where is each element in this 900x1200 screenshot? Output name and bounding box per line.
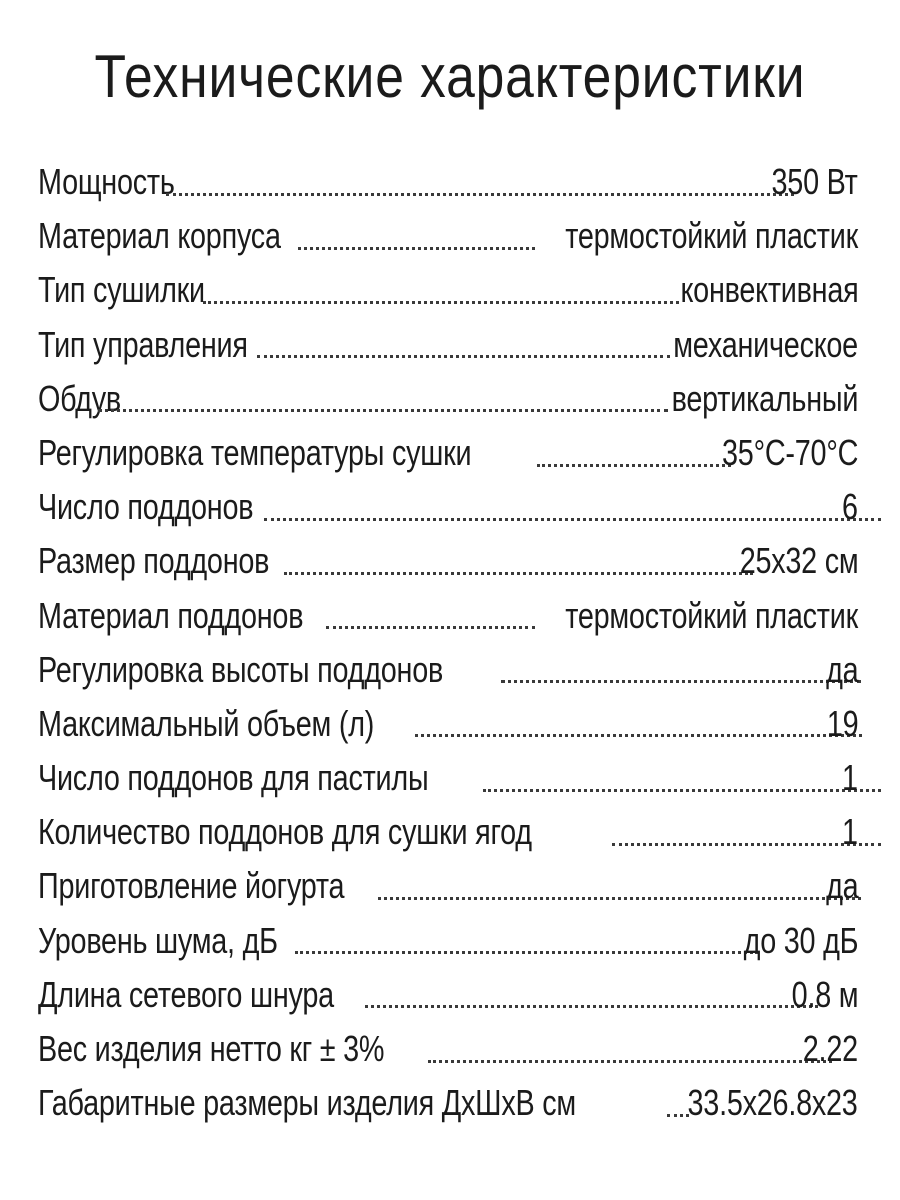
spec-row-max-volume <box>38 697 858 751</box>
spec-value: конвективная <box>680 269 858 311</box>
spec-row-tray-size <box>38 534 858 588</box>
dot-leader <box>483 789 882 792</box>
spec-label: Обдув <box>38 377 121 419</box>
spec-row-cord-length <box>38 968 858 1022</box>
spec-value: 0.8 м <box>791 973 858 1015</box>
spec-row-temperature <box>38 426 858 480</box>
dot-leader <box>428 1060 833 1063</box>
dot-leader <box>501 680 861 683</box>
spec-label: Число поддонов для пастилы <box>38 757 429 799</box>
spec-row-body-material <box>38 209 858 263</box>
spec-label: Тип сушилки <box>38 269 205 311</box>
spec-value: 2.22 <box>802 1028 858 1069</box>
spec-value: 1 <box>842 757 858 799</box>
spec-value: до 30 дБ <box>743 919 858 961</box>
spec-value: вертикальный <box>671 377 858 419</box>
dot-leader <box>537 464 732 467</box>
dot-leader <box>264 518 882 521</box>
spec-row-tray-height-adjust <box>38 643 858 697</box>
spec-label: Число поддонов <box>38 486 254 528</box>
spec-value: 1 <box>842 811 858 853</box>
spec-row-berry-trays <box>38 805 858 859</box>
spec-value: 6 <box>842 486 858 528</box>
page-title: Технические характеристики <box>94 43 806 110</box>
spec-list <box>38 155 858 1130</box>
spec-label: Регулировка температуры сушки <box>38 431 472 473</box>
spec-label: Максимальный объем (л) <box>38 702 375 744</box>
spec-label: Регулировка высоты поддонов <box>38 648 444 690</box>
spec-row-tray-count <box>38 480 858 534</box>
dot-leader <box>295 951 758 954</box>
spec-label: Тип управления <box>38 323 248 365</box>
spec-row-dimensions <box>38 1076 858 1130</box>
dot-leader <box>166 193 794 196</box>
dot-leader <box>365 1005 818 1008</box>
spec-label: Мощность <box>38 161 175 202</box>
dot-leader <box>203 301 678 304</box>
spec-label: Уровень шума, дБ <box>38 919 278 961</box>
spec-label: Вес изделия нетто кг ± 3% <box>38 1028 385 1069</box>
spec-value: 350 Вт <box>771 161 858 202</box>
dot-leader <box>98 409 668 412</box>
spec-value: 35°C-70°C <box>721 431 858 473</box>
dot-leader <box>667 1114 688 1117</box>
spec-row-noise <box>38 914 858 968</box>
spec-value: 25x32 см <box>739 540 858 582</box>
dot-leader <box>415 734 862 737</box>
dot-leader <box>326 626 535 629</box>
spec-label: Материал поддонов <box>38 594 304 636</box>
spec-row-yogurt <box>38 859 858 913</box>
dot-leader <box>378 897 861 900</box>
dot-leader <box>284 572 753 575</box>
spec-value: термостойкий пластик <box>565 215 858 257</box>
spec-label: Количество поддонов для сушки ягод <box>38 811 532 853</box>
spec-row-pastila-trays <box>38 751 858 805</box>
spec-value: 33.5x26.8x23 <box>687 1082 858 1124</box>
spec-value: да <box>825 648 858 690</box>
spec-value: 19 <box>826 702 858 744</box>
spec-value: механическое <box>673 323 858 365</box>
spec-label: Габаритные размеры изделия ДхШхВ см <box>38 1082 576 1124</box>
spec-label: Длина сетевого шнура <box>38 973 334 1015</box>
spec-row-tray-material <box>38 589 858 643</box>
dot-leader <box>298 247 535 250</box>
spec-value: да <box>825 865 858 907</box>
spec-row-control-type <box>38 318 858 372</box>
spec-row-airflow <box>38 372 858 426</box>
spec-row-power <box>38 155 858 209</box>
spec-row-dryer-type <box>38 263 858 317</box>
spec-label: Приготовление йогурта <box>38 865 345 907</box>
spec-label: Размер поддонов <box>38 540 270 582</box>
spec-label: Материал корпуса <box>38 215 281 257</box>
spec-value: термостойкий пластик <box>565 594 858 636</box>
spec-row-net-weight <box>38 1022 858 1076</box>
dot-leader <box>257 355 670 358</box>
